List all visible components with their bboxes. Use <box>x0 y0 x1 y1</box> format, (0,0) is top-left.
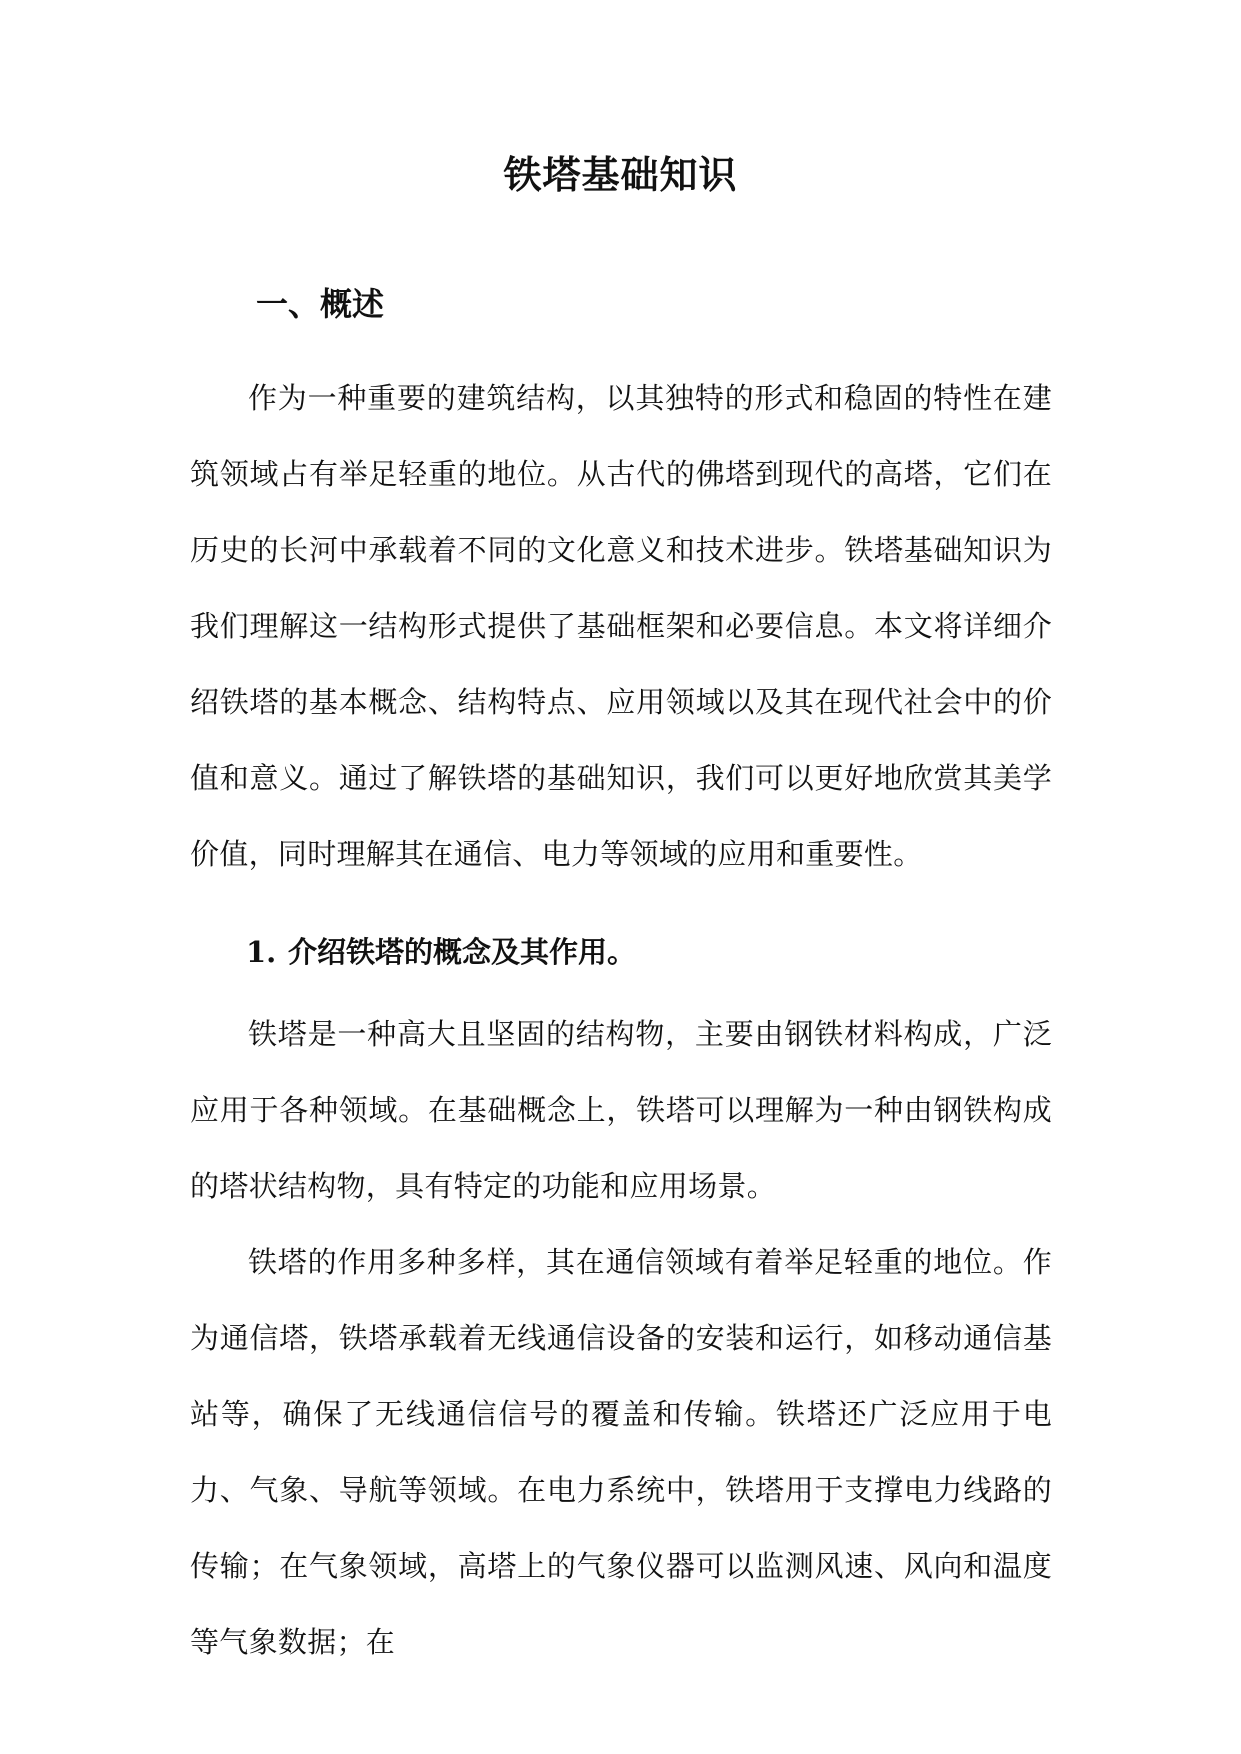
function-paragraph: 铁塔的作用多种多样，其在通信领域有着举足轻重的地位。作为通信塔，铁塔承载着无线通信设备的安装和运行，如移动通信基站等，确保了无线通信信号的覆盖和传输。铁塔还广泛应用于电力、气象、导航等领域。在电力系统中，铁塔用于支撑电力线路的传输；在气象领域，高塔上的气象仪器可以监测风速、风向和温度等气象数据；在 <box>190 1245 1052 1659</box>
subsection-heading-text: 介绍铁塔的概念及其作用。 <box>288 935 637 969</box>
section-heading-overview: 一、概述 <box>256 285 385 323</box>
document-title: 铁塔基础知识 <box>503 152 738 197</box>
subsection-heading <box>246 930 636 974</box>
subsection-number: 1. <box>246 935 277 969</box>
concept-paragraph: 铁塔是一种高大且坚固的结构物，主要由钢铁材料构成，广泛应用于各种领域。在基础概念上，铁塔可以理解为一种由钢铁构成的塔状结构物，具有特定的功能和应用场景。 <box>190 1017 1052 1203</box>
overview-paragraph: 作为一种重要的建筑结构，以其独特的形式和稳固的特性在建筑领域占有举足轻重的地位。从古代的佛塔到现代的高塔，它们在历史的长河中承载着不同的文化意义和技术进步。铁塔基础知识为我们理解这一结构形式提供了基础框架和必要信息。本文将详细介绍铁塔的基本概念、结构特点、应用领域以及其在现代社会中的价值和意义。通过了解铁塔的基础知识，我们可以更好地欣赏其美学价值，同时理解其在通信、电力等领域的应用和重要性。 <box>190 381 1052 871</box>
